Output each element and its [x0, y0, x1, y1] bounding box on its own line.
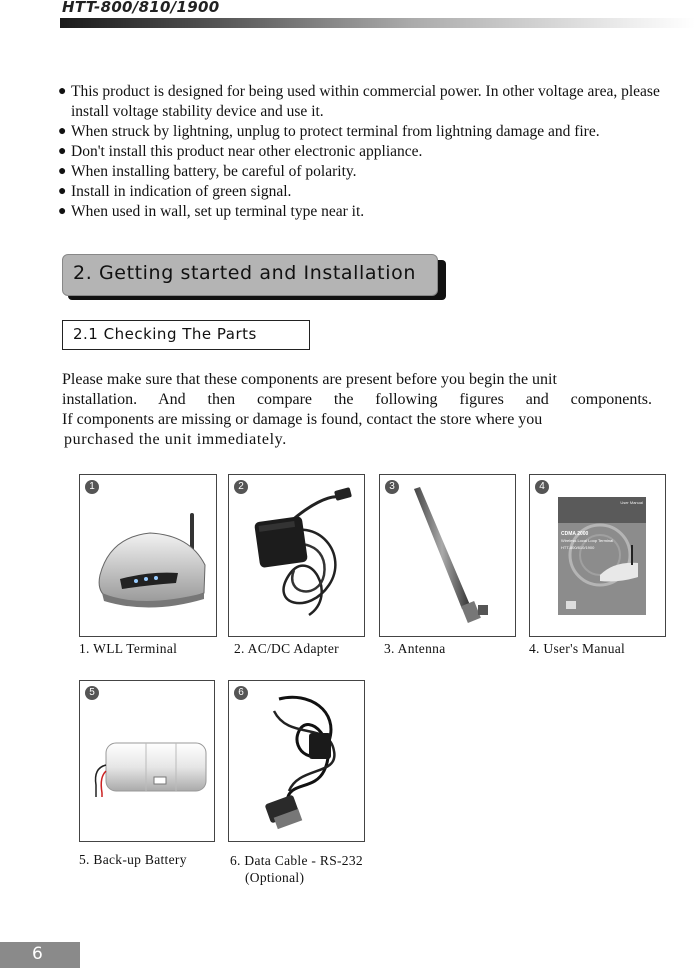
section-title: 2. Getting started and Installation — [73, 262, 416, 284]
part-caption: 1. WLL Terminal — [79, 641, 178, 656]
bullet-icon: ● — [58, 204, 67, 219]
note-item: ● When used in wall, set up terminal type near it. — [58, 203, 365, 220]
section-heading-plate — [62, 254, 438, 296]
page-number-tab — [0, 942, 80, 968]
bullet-icon: ● — [58, 84, 67, 99]
data-cable-image — [229, 681, 366, 843]
note-item: ● Don't install this product near other electronic appliance. — [58, 143, 423, 160]
part-caption-line: 6. Data Cable - RS-232 — [230, 853, 363, 868]
intro-paragraph — [62, 370, 652, 450]
part-tile-battery — [79, 680, 215, 842]
wll-terminal-image — [80, 475, 218, 638]
intro-line: purchased the unit immediately. — [64, 431, 287, 448]
section-heading — [62, 254, 446, 300]
battery-image — [80, 681, 216, 843]
part-caption: 5. Back-up Battery — [79, 852, 187, 867]
part-caption: 2. AC/DC Adapter — [234, 641, 339, 656]
note-item: ● Install in indication of green signal. — [58, 183, 292, 200]
part-tile-data-cable — [228, 680, 365, 842]
manual-top-label: User Manual — [620, 500, 643, 505]
part-number-badge: 2 — [234, 480, 248, 494]
safety-notes-list — [58, 82, 695, 222]
note-item: ● When struck by lightning, unplug to protect terminal from lightning damage and fire. — [58, 123, 600, 140]
part-caption — [230, 852, 363, 886]
part-caption: 3. Antenna — [384, 641, 446, 656]
header-gradient-bar — [60, 18, 695, 28]
bullet-icon: ● — [58, 144, 67, 159]
adapter-image — [229, 475, 366, 638]
bullet-icon: ● — [58, 184, 67, 199]
subsection-title: 2.1 Checking The Parts — [73, 325, 257, 343]
document-header-title: HTT-800/810/1900 — [62, 0, 220, 16]
part-number-badge: 4 — [535, 480, 549, 494]
part-tile-wll-terminal — [79, 474, 217, 637]
note-item: ● When installing battery, be careful of polarity. — [58, 163, 357, 180]
subsection-heading — [62, 320, 310, 350]
bullet-icon: ● — [58, 164, 67, 179]
note-item: ● This product is designed for being used within commercial power. In other voltage area, please install voltage stability device and use it. — [58, 83, 660, 120]
part-tile-manual — [529, 474, 666, 637]
manual-title-1: CDMA 2000 — [561, 531, 589, 537]
part-number-badge: 3 — [385, 480, 399, 494]
intro-line: If components are missing or damage is found, contact the store where you — [62, 411, 543, 428]
part-caption: 4. User's Manual — [529, 641, 626, 656]
bullet-icon: ● — [58, 124, 67, 139]
part-tile-adapter — [228, 474, 365, 637]
part-number-badge: 5 — [85, 686, 99, 700]
intro-line: Please make sure that these components are present before you begin the unit — [62, 371, 557, 388]
part-tile-antenna — [379, 474, 516, 637]
intro-line: installation. And then compare the following figures and components. — [62, 391, 652, 408]
part-number-badge: 6 — [234, 686, 248, 700]
manual-title-2: Wireless Local Loop Terminal — [561, 538, 614, 543]
manual-model: HTT-800/810/1900 — [561, 545, 595, 550]
antenna-image — [380, 475, 517, 638]
page-number: 6 — [32, 944, 43, 964]
part-caption-line: (Optional) — [245, 870, 305, 885]
part-number-badge: 1 — [85, 480, 99, 494]
manual-cover-image — [530, 475, 667, 638]
